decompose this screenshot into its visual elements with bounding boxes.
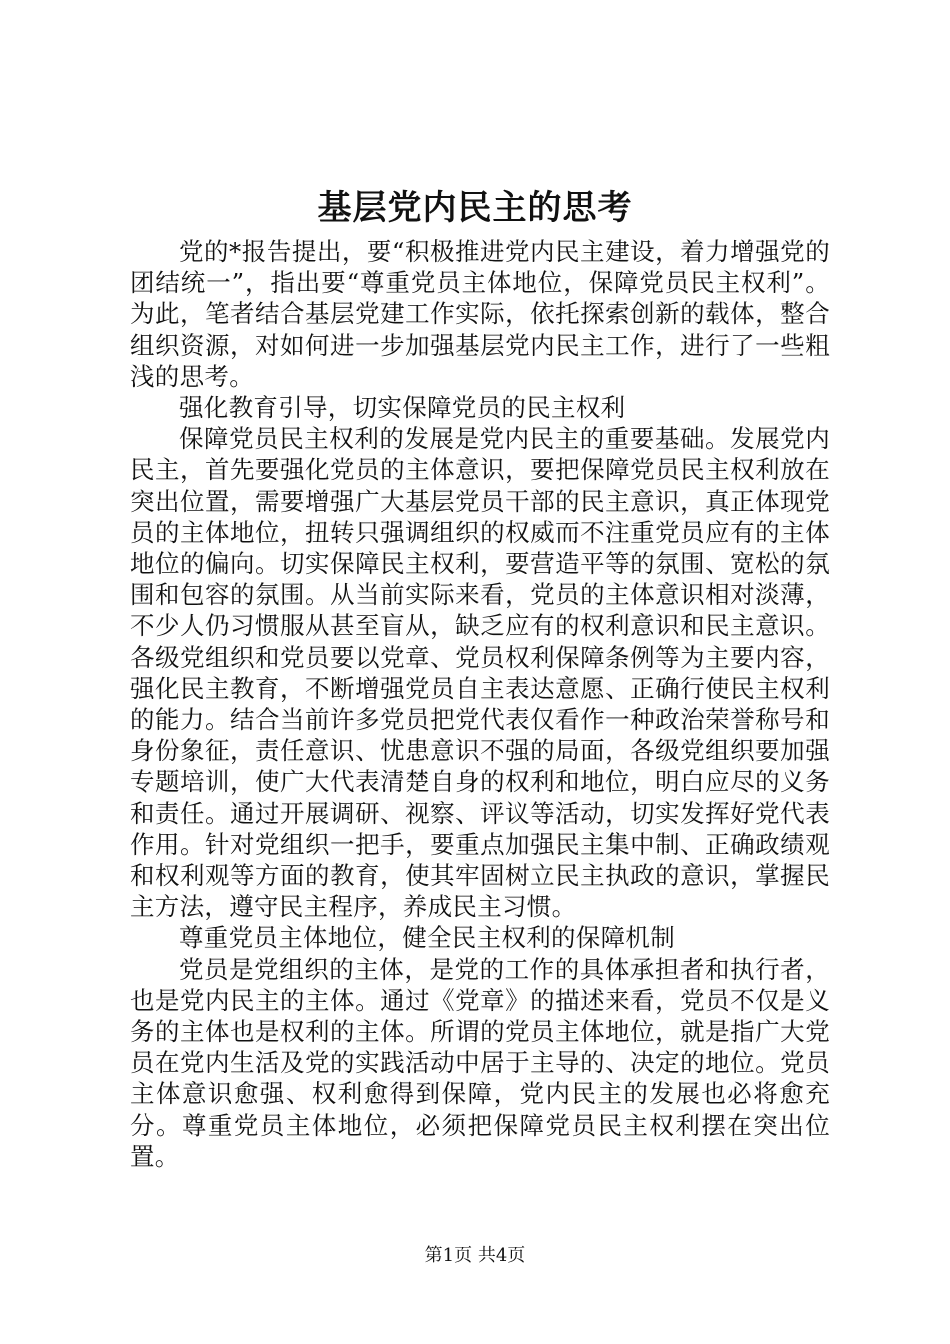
intro-paragraph: 党的*报告提出，要“积极推进党内民主建设，着力增强党的团结统一”，指出要“尊重党员主体地位，保障党员民主权利”。为此，笔者结合基层党建工作实际，依托探索创新的载体，整合组织资源，对如何进一步加强基层党内民主工作，进行了一些粗浅的思考。 — [130, 237, 830, 391]
section-1-paragraph: 保障党员民主权利的发展是党内民主的重要基础。发展党内民主，首先要强化党员的主体意识，要把保障党员民主权利放在突出位置，需要增强广大基层党员干部的民主意识，真正体现党员的主体地位，扭转只强调组织的权威而不注重党员应有的主体地位的偏向。切实保障民主权利，要营造平等的氛围、宽松的氛围和包容的氛围。从当前实际来看，党员的主体意识相对淡薄，不少人仍习惯服从甚至盲从，缺乏应有的权利意识和民主意识。各级党组织和党员要以党章、党员权利保障条例等为主要内容，强化民主教育，不断增强党员自主表达意愿、正确行使民主权利的能力。结合当前许多党员把党代表仅看作一种政治荣誉称号和身份象征，责任意识、忧患意识不强的局面，各级党组织要加强专题培训，使广大代表清楚自身的权利和地位，明白应尽的义务和责任。通过开展调研、视察、评议等活动，切实发挥好党代表作用。针对党组织一把手，要重点加强民主集中制、正确政绩观和权利观等方面的教育，使其牢固树立民主执政的意识，掌握民主方法，遵守民主程序，养成民主习惯。 — [130, 424, 830, 922]
section-heading-1: 强化教育引导，切实保障党员的民主权利 — [179, 393, 626, 423]
section-2-paragraph: 党员是党组织的主体，是党的工作的具体承担者和执行者，也是党内民主的主体。通过《党章》的描述来看，党员不仅是义务的主体也是权利的主体。所谓的党员主体地位，就是指广大党员在党内生活及党的实践活动中居于主导的、决定的地位。党员主体意识愈强、权利愈得到保障，党内民主的发展也必将愈充分。尊重党员主体地位，必须把保障党员民主权利摆在突出位置。 — [130, 954, 830, 1171]
section-heading-2: 尊重党员主体地位，健全民主权利的保障机制 — [179, 923, 675, 953]
document-title: 基层党内民主的思考 — [317, 188, 633, 228]
page-footer: 第1页 共4页 — [424, 1245, 526, 1266]
document-body — [130, 236, 830, 1172]
